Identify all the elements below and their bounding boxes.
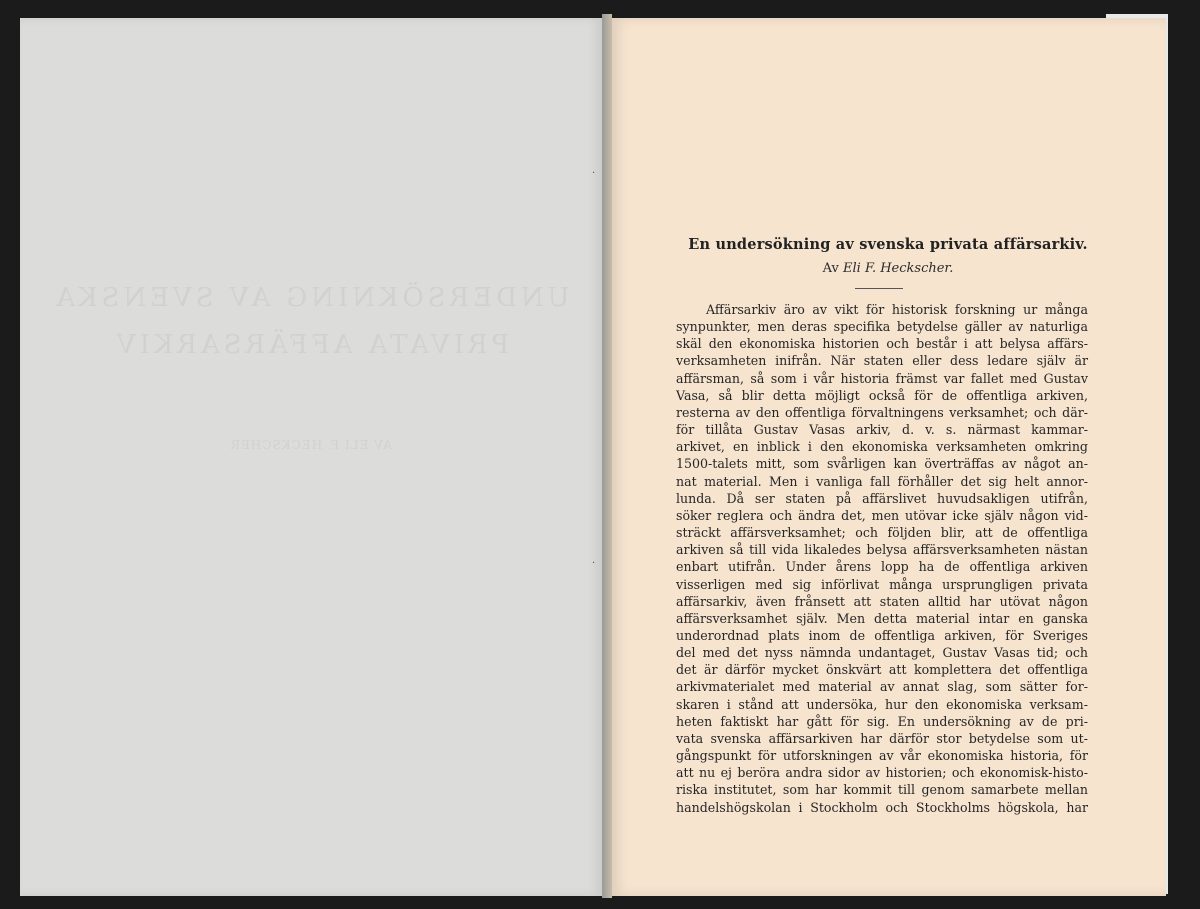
left-page: [20, 18, 602, 896]
article-line: 1500-talets mitt, som svårligen kan överträffas av något an-: [676, 456, 1088, 472]
article-line: arkivet, en inblick i den ekonomiska verksamheten omkring: [676, 439, 1088, 455]
article-line: Affärsarkiv äro av vikt för historisk forskning ur många: [706, 302, 1088, 317]
article-line: visserligen med sig införlivat många ursprungligen privata: [676, 576, 1088, 592]
book-gutter: [602, 14, 612, 898]
article-line: sträckt affärsverksamhet; och följden blir, att de offentliga: [676, 525, 1088, 541]
article-line: arkiven så till vida likaledes belysa affärsverksamheten nästan: [676, 542, 1088, 558]
article-byline: [610, 261, 1166, 276]
page-mark: ·: [592, 558, 596, 569]
article-line: underordnad plats inom de offentliga arkiven, för Sveriges: [676, 627, 1088, 643]
article-line: vata svenska affärsarkiven har därför stor betydelse som ut-: [676, 730, 1088, 746]
article-line: för tillåta Gustav Vasas arkiv, d. v. s. närmast kammar-: [676, 422, 1088, 438]
article-line: gångspunkt för utforskningen av vår ekonomiska historia, för: [676, 748, 1088, 764]
article-body: [676, 301, 1088, 816]
article-line: resterna av den offentliga förvaltningens verksamhet; och där-: [676, 404, 1088, 420]
article-line: att nu ej beröra andra sidor av historien; och ekonomisk-histo-: [676, 765, 1088, 781]
left-page-ghost-line: PRIVATA AFFÄRSARKIV: [112, 330, 510, 360]
article-line: heten faktiskt har gått för sig. En undersökning av de pri-: [676, 713, 1088, 729]
article-line: det är därför mycket önskvärt att komplettera det offentliga: [676, 662, 1088, 678]
article-line: affärsman, så som i vår historia främst var fallet med Gustav: [676, 370, 1088, 386]
article-line: skaren i stånd att undersöka, hur den ekonomiska verksam-: [676, 696, 1088, 712]
article-line: riska institutet, som har kommit till genom samarbete mellan: [676, 782, 1088, 798]
article-line: synpunkter, men deras specifika betydelse gäller av naturliga: [676, 319, 1088, 335]
title-divider: [855, 288, 903, 289]
right-page: [610, 18, 1166, 896]
page-mark: ·: [592, 168, 596, 179]
article-line: arkivmaterialet med material av annat slag, som sätter for-: [676, 679, 1088, 695]
left-page-ghost-line: UNDERSÖKNING AV SVENSKA: [52, 283, 570, 313]
article-author: Eli F. Heckscher.: [843, 261, 954, 276]
article-line: handelshögskolan i Stockholm och Stockholms högskola, har: [676, 799, 1088, 815]
article-line: nat material. Men i vanliga fall förhåller det sig helt annor-: [676, 473, 1088, 489]
article-line: lunda. Då ser staten på affärslivet huvudsakligen utifrån,: [676, 490, 1088, 506]
article-line: söker reglera och ändra det, men utövar icke själv någon vid-: [676, 507, 1088, 523]
article-title: En undersökning av svenska privata affärsarkiv.: [688, 236, 1088, 253]
article-line: affärsarkiv, även frånsett att staten alltid har utövat någon: [676, 593, 1088, 609]
article-line: Vasa, så blir detta möjligt också för de offentliga arkiven,: [676, 387, 1088, 403]
byline-prefix: Av: [822, 261, 839, 276]
article-line: verksamheten inifrån. När staten eller dess ledare själv är: [676, 353, 1088, 369]
article-line: enbart utifrån. Under årens lopp ha de offentliga arkiven: [676, 559, 1088, 575]
article-line: del med det nyss nämnda undantaget, Gustav Vasas tid; och: [676, 645, 1088, 661]
left-page-ghost-line: AV ELI F. HECKSCHER: [230, 438, 392, 452]
article-line: affärsverksamhet själv. Men detta material intar en ganska: [676, 610, 1088, 626]
article-line: skäl den ekonomiska historien och består i att belysa affärs-: [676, 336, 1088, 352]
